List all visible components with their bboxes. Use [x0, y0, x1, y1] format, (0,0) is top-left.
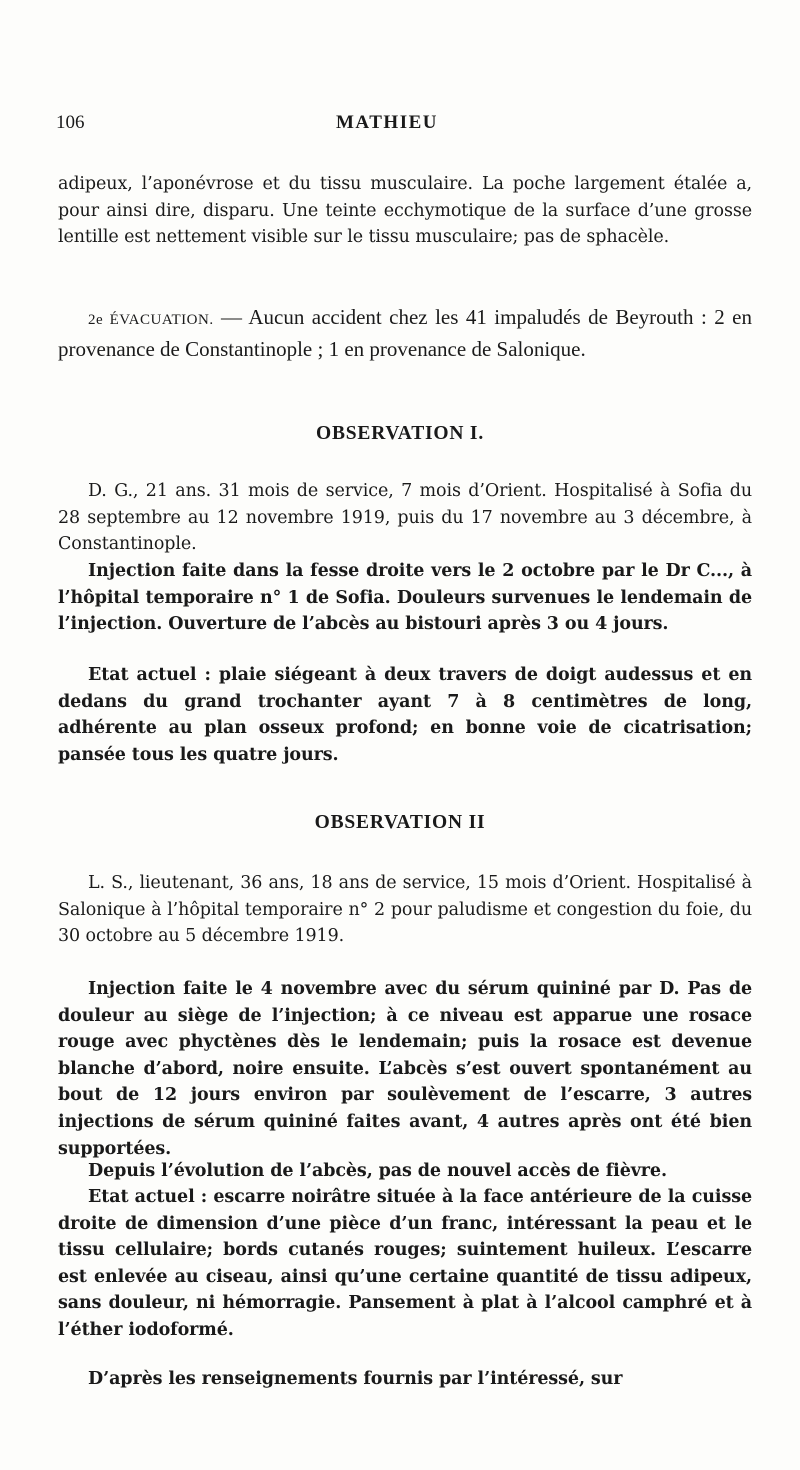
observation-1-title: OBSERVATION I.	[315, 423, 484, 444]
obs2-paragraph-1: L. S., lieutenant, 36 ans, 18 ans de service, 15 mois d’Orient. Hospitalisé à Salonique à l’hôpital temporaire n° 2 pour paludisme et congestion du foie, du 30 octobre au 5 décembre 1919.	[58, 873, 752, 947]
evacuation-text: — Aucun accident chez les 41 impaludés de Beyrouth : 2 en provenance de Constantinople ; 1 en provenance de Salonique.	[58, 305, 752, 361]
evacuation-label: 2e ÉVACUATION.	[88, 312, 214, 328]
evacuation-paragraph	[58, 303, 752, 364]
page-header	[0, 112, 800, 142]
obs1-paragraph-3: Etat actuel : plaie siégeant à deux travers de doigt audessus et en dedans du grand trochanter ayant 7 à 8 centimètres de long, adhérente au plan osseux profond; en bonne voie de cicatrisation; pansée tous les quatre jours.	[58, 665, 752, 765]
observation-2-title: OBSERVATION II	[314, 812, 486, 833]
continuation-paragraph: adipeux, l’aponévrose et du tissu musculaire. La poche largement étalée a, pour ainsi dire, disparu. Une teinte ecchymotique de la surface d’une grosse lentille est nettement visible sur le tissu musculaire; pas de sphacèle.	[58, 174, 752, 248]
page-number: 106	[56, 112, 85, 133]
obs1-paragraph-2: Injection faite dans la fesse droite vers le 2 octobre par le Dr C..., à l’hôpital temporaire n° 1 de Sofia. Douleurs survenues le lendemain de l’injection. Ouverture de l’abcès au bistouri après 3 ou 4 jours.	[58, 561, 752, 635]
obs2-paragraph-5: D’après les renseignements fournis par l’intéressé, sur	[88, 1369, 623, 1389]
obs2-paragraph-3: Depuis l’évolution de l’abcès, pas de nouvel accès de fièvre.	[88, 1161, 667, 1181]
obs1-paragraph-1: D. G., 21 ans. 31 mois de service, 7 mois d’Orient. Hospitalisé à Sofia du 28 septembre au 12 novembre 1919, puis du 17 novembre au 3 décembre, à Constantinople.	[58, 481, 752, 555]
running-head: MATHIEU	[336, 112, 438, 133]
obs2-paragraph-2: Injection faite le 4 novembre avec du sérum quininé par D. Pas de douleur au siège de l’injection; à ce niveau est apparue une rosace rouge avec phyctènes dès le lendemain; puis la rosace est devenue blanche d’abord, noire ensuite. L’abcès s’est ouvert spontanément au bout de 12 jours environ par soulèvement de l’escarre, 3 autres injections de sérum quininé faites avant, 4 autres après ont été bien supportées.	[58, 979, 752, 1159]
obs2-paragraph-4: Etat actuel : escarre noirâtre située à la face antérieure de la cuisse droite de dimension d’une pièce d’un franc, intéressant la peau et le tissu cellulaire; bords cutanés rouges; suintement huileux. L’escarre est enlevée au ciseau, ainsi qu’une certaine quantité de tissu adipeux, sans douleur, ni hémorragie. Pansement à plat à l’alcool camphré et à l’éther iodoformé.	[58, 1187, 752, 1340]
